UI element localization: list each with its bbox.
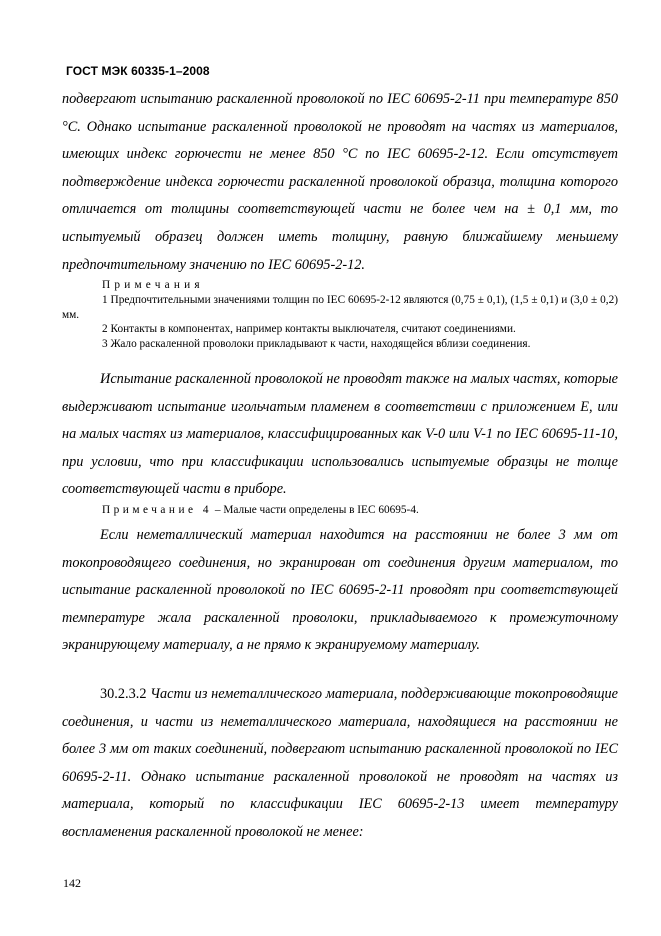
clause-text: Части из неметаллического материала, поддерживающие токопроводящие соединения, и части из неметаллического материала, находящиеся на расстоянии не более 3 мм от таких соединений, подвергают испытанию раскаленной проволокой по IEC 60695-2-11. Однако испытание раскаленной проволокой не проводят на частях из материала, который по классификации IEC 60695-2-13 имеет температуру воспламенения раскаленной проволокой не менее: [62, 686, 618, 840]
clause-number: 30.2.3.2 [100, 686, 147, 702]
note-4-text: – Малые части определены в IEC 60695-4. [212, 504, 419, 516]
note-4-label: Примечание 4 [102, 504, 213, 516]
document-header: ГОСТ МЭК 60335-1–2008 [66, 64, 210, 78]
note-4 [62, 503, 618, 518]
notes-heading: Примечания [102, 279, 204, 291]
paragraph-small-parts: Испытание раскаленной проволокой не проводят также на малых частях, которые выдерживают испытание игольчатым пламенем в соответствии с приложением Е, или на малых частях из материалов, классифицированных как V-0 или V-1 по IEC 60695-11-10, при условии, что при классификации использовались испытуемые образцы не толще соответствующей части в приборе. [62, 371, 618, 498]
note-3: 3 Жало раскаленной проволоки прикладывают к части, находящейся вблизи соединения. [102, 338, 531, 350]
note-2: 2 Контакты в компонентах, например контакты выключателя, считают соединениями. [102, 323, 516, 335]
paragraph-30-2-3-2 [62, 681, 618, 847]
paragraph-glow-wire-temperature: подвергают испытанию раскаленной проволокой по IEC 60695-2-11 при температуре 850 °С. Однако испытание раскаленной проволокой не проводят на частях из материалов, имеющих индекс горючести не менее 850 °С по IEC 60695-2-12. Если отсутствует подтверждение индекса горючести раскаленной проволокой образца, толщина которого отличается от толщины соответствующей части не более чем на ± 0,1 мм, то испытуемый образец должен иметь толщину, равную ближайшему меньшему предпочтительному значению по IEC 60695-2-12. [62, 91, 618, 273]
paragraph-shielded-material: Если неметаллический материал находится на расстоянии не более 3 мм от токопроводящего соединения, но экранирован от соединения другим материалом, то испытание раскаленной проволокой по IEC 60695-2-11 проводят при соответствующей температуре жала раскаленной проволоки, прикладываемого к промежуточному экранирующему материалу, а не прямо к экранируемому материалу. [62, 527, 618, 654]
page-number: 142 [63, 876, 81, 890]
note-1: 1 Предпочтительными значениями толщин по IEC 60695-2-12 являются (0,75 ± 0,1), (1,5 ± 0,1) и (3,0 ± 0,2) мм. [62, 294, 618, 321]
